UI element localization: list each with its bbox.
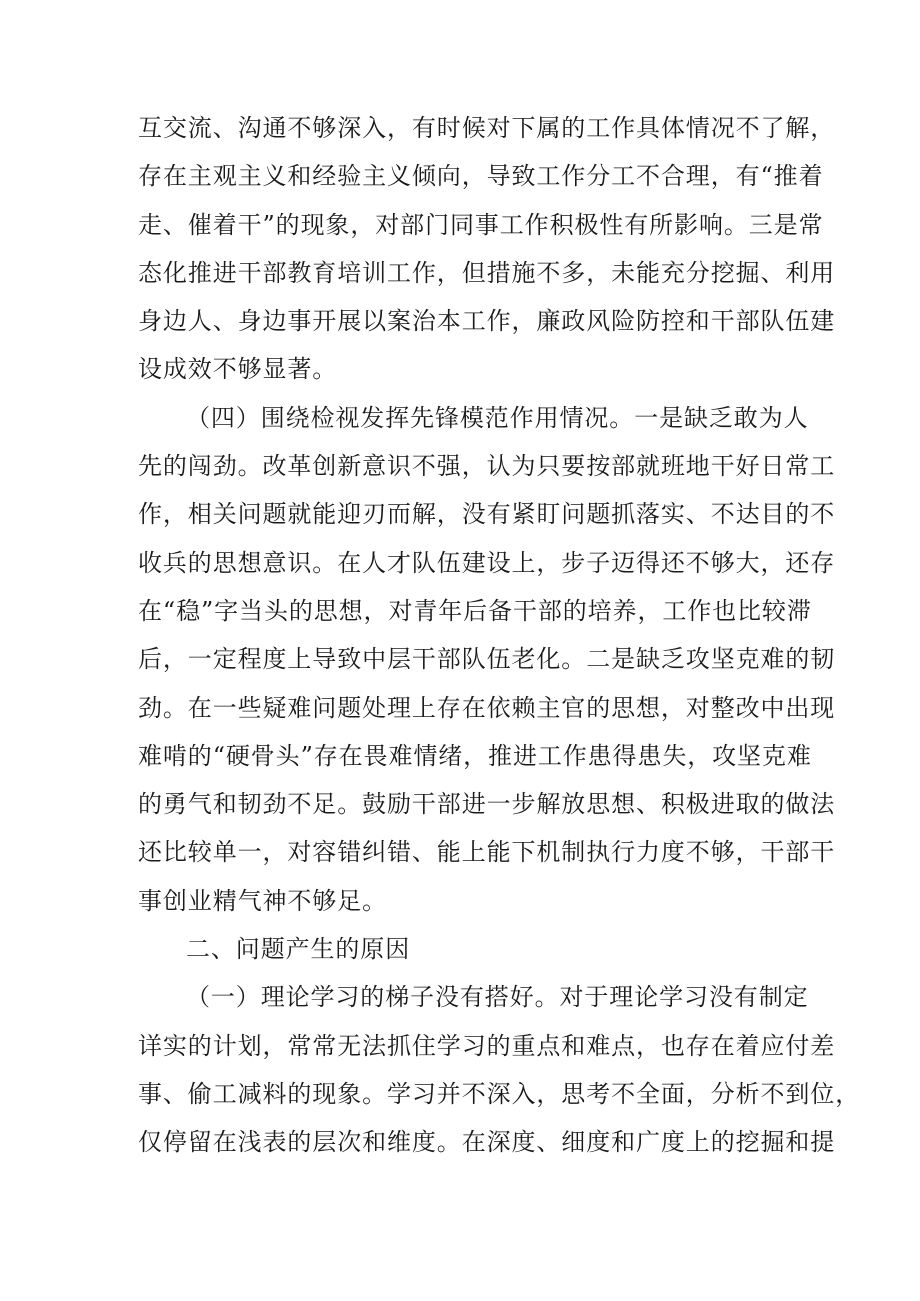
text-line: 事、偷工减料的现象。学习并不深入，思考不全面，分析不到位， [138,1079,861,1108]
text-line: 在“稳”字当头的思想，对青年后备干部的培养，工作也比较滞 [138,596,812,625]
text-line: 作，相关问题就能迎刃而解，没有紧盯问题抓落实、不达目的不 [138,500,836,529]
text-line: 事创业精气神不够足。 [138,886,387,915]
section-heading-four: （四）围绕检视发挥先锋模范作用情况。一是缺乏敢为人 [186,403,809,432]
text-line: 难啃的“硬骨头”存在畏难情绪，推进工作患得患失，攻坚克难 [138,741,812,770]
document-body [138,104,861,1167]
text-line: 互交流、沟通不够深入，有时候对下属的工作具体情况不了解， [138,114,836,142]
text-line: 详实的计划，常常无法抓住学习的重点和难点，也存在着应付差 [138,1031,836,1060]
text-line: 仅停留在浅表的层次和维度。在深度、细度和广度上的挖掘和提 [138,1128,836,1157]
text-line: 收兵的思想意识。在人才队伍建设上，步子迈得还不够大，还存 [138,548,836,577]
text-line: 的勇气和韧劲不足。鼓励干部进一步解放思想、积极进取的做法 [138,790,836,819]
text-line: 身边人、身边事开展以案治本工作，廉政风险防控和干部队伍建 [138,307,836,336]
text-line: 劲。在一些疑难问题处理上存在依赖主官的思想，对整改中出现 [138,693,836,722]
text-line: 还比较单一，对容错纠错、能上能下机制执行力度不够，干部干 [138,838,836,867]
text-line: 态化推进干部教育培训工作，但措施不多，未能充分挖掘、利用 [138,258,836,287]
text-line: 先的闯劲。改革创新意识不强，认为只要按部就班地干好日常工 [138,452,836,481]
chapter-heading-two: 二、问题产生的原因 [186,935,411,964]
text-line: 存在主观主义和经验主义倾向，导致工作分工不合理，有“推着 [138,162,824,191]
text-line: 走、催着干”的现象，对部门同事工作积极性有所影响。三是常 [138,210,824,239]
text-line: 后，一定程度上导致中层干部队伍老化。二是缺乏攻坚克难的韧 [138,645,836,674]
text-line: 设成效不够显著。 [138,355,338,384]
section-heading-one: （一）理论学习的梯子没有搭好。对于理论学习没有制定 [186,983,809,1012]
